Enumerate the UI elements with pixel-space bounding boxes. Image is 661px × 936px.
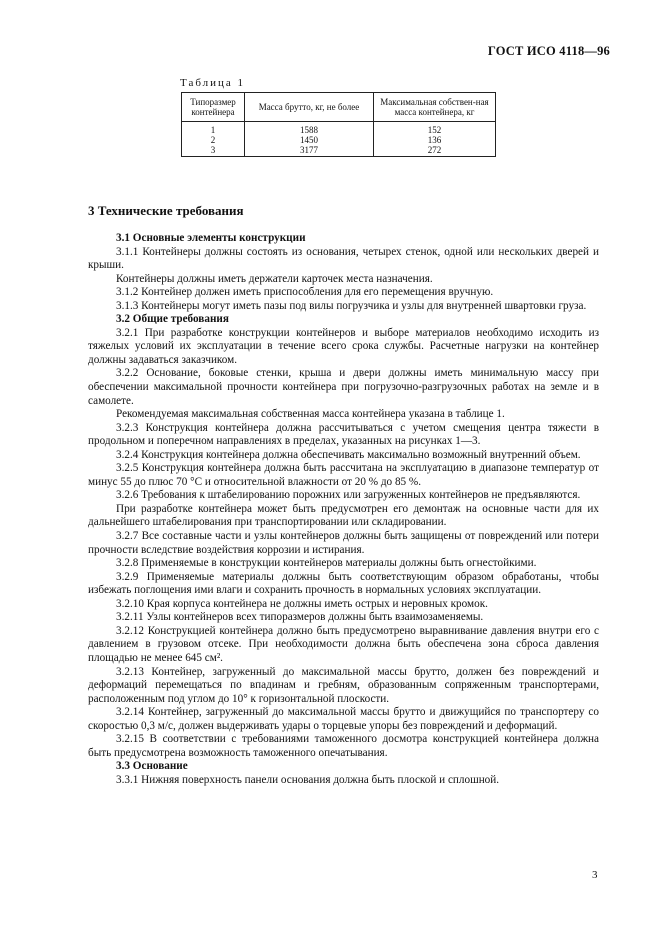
paragraph: 3.2.14 Контейнер, загруженный до максимальной массы брутто и движущийся по транспортеру со скоростью 0,3 м/с, должен выдерживать удары о торцевые упоры без повреждений и деформаций. [88,706,599,732]
paragraph: 3.1.3 Контейнеры могут иметь пазы под вилы погрузчика и узлы для внутренней швартовки груза. [116,299,587,312]
table-cell: 152 [374,122,496,136]
subsection-heading: 3.1 Основные элементы конструкции [116,232,306,244]
paragraph: 3.2.2 Основание, боковые стенки, крыша и двери должны иметь минимальную массу при обеспечении максимальной прочности контейнера при погрузочно-разгрузочных работах на земле и в самолете. [88,367,599,407]
paragraph: 3.3.1 Нижняя поверхность панели основания должна быть плоской и сплошной. [116,773,500,786]
table-cell: 272 [374,145,496,157]
paragraph: 3.2.1 При разработке конструкции контейнеров и выборе материалов необходимо исходить из тяжелых условий их эксплуатации в течение всего срока службы. Расчетные нагрузки на контейнер должны задаваться заказчиком. [88,326,599,366]
subsection-heading: 3.3 Основание [116,760,188,773]
subsection-heading: 3.2 Общие требования [116,313,229,326]
paragraph: Контейнеры должны иметь держатели карточек места назначения. [116,272,433,285]
table-cell: 1 [182,122,245,136]
paragraph: 3.1.2 Контейнер должен иметь приспособления для его перемещения вручную. [116,286,494,299]
paragraph: 3.2.8 Применяемые в конструкции контейнеров материалы должны быть огнестойкими. [116,557,537,570]
table-cell: 3177 [245,145,374,157]
table-cell: 1450 [245,135,374,145]
table-row [182,122,496,136]
table-cell: 136 [374,135,496,145]
paragraph: 3.2.11 Узлы контейнеров всех типоразмеров должны быть взаимозаменяемы. [116,611,484,624]
paragraph: 3.1.1 Контейнеры должны состоять из основания, четырех стенок, одной или нескольких дверей и крыши. [88,245,599,272]
table-cell: 2 [182,135,245,145]
column-header-gross-mass: Масса брутто, кг, не более [245,93,374,122]
table-row [182,145,496,157]
table-cell: 3 [182,145,245,157]
paragraph: Рекомендуемая максимальная собственная масса контейнера указана в таблице 1. [116,408,505,421]
paragraph: 3.2.9 Применяемые материалы должны быть соответствующим образом обработаны, чтобы избежать поглощения ими влаги и сохранить прочность в нормальных условиях эксплуатации. [88,570,599,597]
paragraph: 3.2.12 Конструкцией контейнера должно быть предусмотрено выравнивание давления внутри его с давлением в грузовом отсеке. При необходимости должна быть обеспечена зона сброса давления площадью не менее 645 см². [88,624,599,664]
table-row [182,135,496,145]
table-caption: Таблица 1 [180,77,246,89]
table-cell: 1588 [245,122,374,136]
column-header-size: Типоразмер контейнера [182,93,245,122]
section-title: 3 Технические требования [88,203,244,218]
mass-table [181,92,496,157]
paragraph: 3.2.6 Требования к штабелированию порожних или загруженных контейнеров не предъявляются. [116,489,581,502]
paragraph: 3.2.7 Все составные части и узлы контейнеров должны быть защищены от повреждений или потери прочности вследствие воздействия коррозии и истирания. [88,530,599,556]
table-header-row [182,93,496,122]
paragraph: 3.2.5 Конструкция контейнера должна быть рассчитана на эксплуатацию в диапазоне температур от минус 55 до плюс 70 °С и относительной влажности от 20 % до 85 %. [88,462,599,488]
paragraph: 3.2.3 Конструкция контейнера должна рассчитываться с учетом смещения центра тяжести в продольном и поперечном направлениях в пределах, указанных на рисунках 1—3. [88,421,599,448]
paragraph: При разработке контейнера может быть предусмотрен его демонтаж на основные части для их дальнейшего штабелирования при транспортировании или складировании. [88,502,599,529]
section-body [88,232,599,787]
paragraph: 3.2.13 Контейнер, загруженный до максимальной массы брутто, должен без повреждений и деформаций перемещаться по впадинам и гребням, образованным сопряженным транспортерами, расположенным под углом до 10° к горизонтальной плоскости. [88,665,599,705]
page-number: 3 [592,869,598,881]
document-header: ГОСТ ИСО 4118—96 [487,44,610,58]
paragraph: 3.2.15 В соответствии с требованиями таможенного досмотра конструкцией контейнера должна быть предусмотрена возможность таможенного опечатывания. [88,733,599,759]
paragraph: 3.2.10 Края корпуса контейнера не должны иметь острых и неровных кромок. [116,597,488,610]
paragraph: 3.2.4 Конструкция контейнера должна обеспечивать максимально возможный внутренний объем. [116,448,581,461]
column-header-tare-mass: Максимальная собствен-ная масса контейнера, кг [374,93,496,122]
